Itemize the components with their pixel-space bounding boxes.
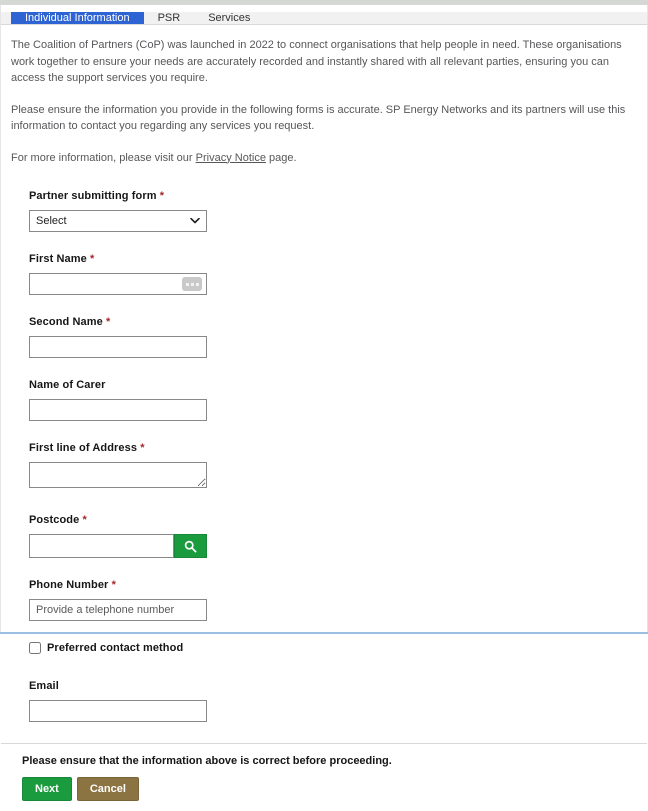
required-asterisk: * — [106, 316, 111, 328]
form-page — [0, 5, 648, 795]
address-label — [29, 442, 637, 454]
content-area — [1, 25, 647, 743]
postcode-input[interactable] — [29, 534, 174, 558]
phone-label-text: Phone Number — [29, 579, 109, 591]
intro-paragraph-1: The Coalition of Partners (CoP) was launched in 2022 to connect organisations that help people in need. These organisations work together to ensure your needs are accurately recorded and instantly shared with all relevant parties, ensuring you can access the support services you require. — [11, 39, 622, 84]
field-email — [29, 680, 637, 722]
address-textarea[interactable] — [29, 462, 207, 488]
more-info-line — [11, 150, 637, 167]
confirmation-note: Please ensure that the information above is correct before proceeding. — [22, 755, 392, 767]
next-button[interactable]: Next — [22, 777, 72, 801]
search-icon — [184, 540, 197, 553]
postcode-row — [29, 534, 637, 558]
tab-psr[interactable]: PSR — [157, 12, 181, 24]
tab-services[interactable]: Services — [208, 12, 251, 24]
required-asterisk: * — [82, 514, 87, 526]
phone-input[interactable] — [29, 599, 207, 621]
field-postcode — [29, 514, 637, 558]
second-name-label-text: Second Name — [29, 316, 103, 328]
second-name-input[interactable] — [29, 336, 207, 358]
tab-strip — [1, 12, 647, 25]
preferred-contact-label: Preferred contact method — [47, 642, 184, 654]
partner-label-text: Partner submitting form — [29, 190, 157, 202]
postcode-label-text: Postcode — [29, 514, 80, 526]
first-name-label — [29, 253, 637, 265]
postcode-search-button[interactable] — [174, 534, 207, 558]
privacy-notice-link[interactable]: Privacy Notice — [195, 151, 266, 164]
footer — [1, 743, 647, 811]
partner-label — [29, 190, 637, 202]
email-input[interactable] — [29, 700, 207, 722]
cancel-button[interactable]: Cancel — [77, 777, 139, 801]
partner-select-value: Select — [36, 215, 67, 227]
button-row — [22, 777, 637, 801]
required-asterisk: * — [111, 579, 116, 591]
tab-individual-information[interactable]: Individual Information — [11, 12, 144, 24]
intro-paragraph-2: Please ensure the information you provide in the following forms is accurate. SP Energy Networks and its partners will use this information to contact you regarding any services you request. — [11, 103, 626, 132]
required-asterisk: * — [159, 190, 165, 202]
first-name-label-text: First Name — [29, 253, 87, 265]
postcode-label — [29, 514, 637, 526]
email-label-text: Email — [29, 680, 59, 692]
phone-label — [29, 579, 637, 591]
email-label — [29, 680, 637, 692]
more-info-prefix: For more information, please visit our — [11, 151, 196, 164]
field-second-name — [29, 316, 637, 358]
field-name-of-carer — [29, 379, 637, 421]
address-label-text: First line of Address — [29, 442, 138, 454]
carer-input[interactable] — [29, 399, 207, 421]
carer-label — [29, 379, 637, 391]
first-name-input[interactable] — [29, 273, 207, 295]
field-preferred-contact-method — [29, 642, 637, 654]
field-phone-number — [29, 579, 637, 621]
required-asterisk: * — [90, 253, 95, 265]
first-name-input-wrap — [29, 273, 207, 295]
keyboard-icon[interactable] — [182, 277, 202, 291]
field-partner-submitting-form — [29, 190, 637, 232]
partner-select[interactable] — [29, 210, 207, 232]
individual-information-form — [29, 190, 637, 722]
preferred-contact-checkbox[interactable] — [29, 642, 41, 654]
chevron-down-icon — [190, 218, 200, 224]
carer-label-text: Name of Carer — [29, 379, 106, 391]
second-name-label — [29, 316, 637, 328]
more-info-suffix: page. — [265, 151, 297, 164]
field-first-line-of-address — [29, 442, 637, 493]
field-first-name — [29, 253, 637, 295]
required-asterisk: * — [140, 442, 145, 454]
